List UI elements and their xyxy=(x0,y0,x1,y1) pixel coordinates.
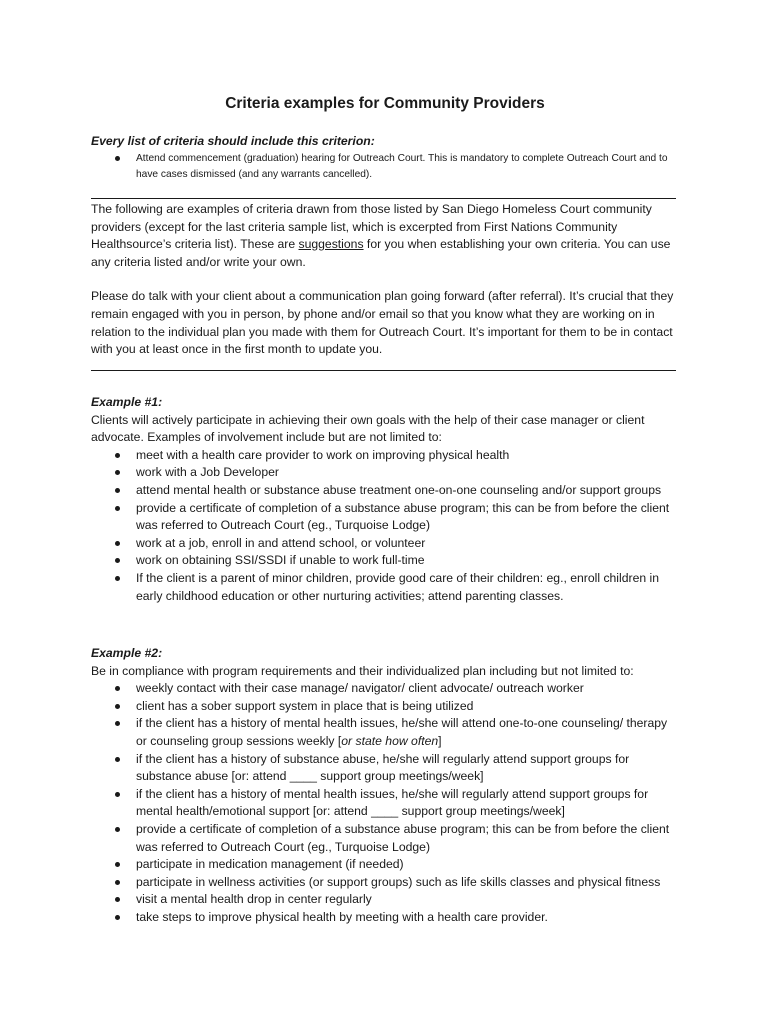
list-item: take steps to improve physical health by meeting with a health care provider. xyxy=(91,909,681,927)
list-item: client has a sober support system in place that is being utilized xyxy=(91,698,681,716)
divider xyxy=(91,370,676,371)
list-item: visit a mental health drop in center regularly xyxy=(91,891,681,909)
list-item: If the client is a parent of minor children, provide good care of their children: eg., enroll children in early childhood education or other nurturing activities; attend parenting classes. xyxy=(91,570,681,605)
list-item: Attend commencement (graduation) hearing for Outreach Court. This is mandatory to complete Outreach Court and to have cases dismissed (and any warrants cancelled). xyxy=(91,151,681,183)
intro-section xyxy=(91,201,681,359)
required-criterion-section xyxy=(91,133,681,183)
example-1-heading: Example #1: xyxy=(91,395,163,409)
required-criterion-heading: Every list of criteria should include this criterion: xyxy=(91,134,375,148)
list-item: weekly contact with their case manage/ navigator/ client advocate/ outreach worker xyxy=(91,680,681,698)
divider xyxy=(91,198,676,199)
list-item: work at a job, enroll in and attend school, or volunteer xyxy=(91,535,681,553)
list-item: participate in medication management (if needed) xyxy=(91,856,681,874)
example-2-list xyxy=(91,680,681,926)
list-item: if the client has a history of substance abuse, he/she will regularly attend support groups for substance abuse [or: attend ____ support group meetings/week] xyxy=(91,751,681,786)
list-item: work with a Job Developer xyxy=(91,464,681,482)
intro-paragraph-1: The following are examples of criteria drawn from those listed by San Diego Homeless Court community providers (except for the last criteria sample list, which is excerpted from First Nations Community Healthsource’s criteria list). These are suggestions for you when establishing your own criteria. You can use any criteria listed and/or write your own. xyxy=(91,202,671,269)
example-2-heading: Example #2: xyxy=(91,646,163,660)
list-item: if the client has a history of mental health issues, he/she will regularly attend support groups for mental health/emotional support [or: attend ____ support group meetings/week] xyxy=(91,786,681,821)
list-item: attend mental health or substance abuse treatment one-on-one counseling and/or support groups xyxy=(91,482,681,500)
list-item: work on obtaining SSI/SSDI if unable to work full-time xyxy=(91,552,681,570)
suggestions-underlined: suggestions xyxy=(298,237,364,252)
list-item: participate in wellness activities (or support groups) such as life skills classes and physical fitness xyxy=(91,874,681,892)
list-item: if the client has a history of mental health issues, he/she will attend one-to-one counseling/ therapy or counseling group sessions weekly [or state how often] xyxy=(91,715,681,750)
required-criterion-list xyxy=(91,151,681,183)
list-item: meet with a health care provider to work on improving physical health xyxy=(91,447,681,465)
example-1-section xyxy=(91,394,681,605)
example-2-lead: Be in compliance with program requirements and their individualized plan including but not limited to: xyxy=(91,663,634,678)
example-1-lead: Clients will actively participate in achieving their own goals with the help of their case manager or client advocate. Examples of involvement include but are not limited to: xyxy=(91,412,645,445)
page-title: Criteria examples for Community Providers xyxy=(225,95,545,112)
example-1-list xyxy=(91,447,681,605)
example-2-section xyxy=(91,645,681,927)
list-item: provide a certificate of completion of a substance abuse program; this can be from before the client was referred to Outreach Court (eg., Turquoise Lodge) xyxy=(91,500,681,535)
list-item: provide a certificate of completion of a substance abuse program; this can be from before the client was referred to Outreach Court (eg., Turquoise Lodge) xyxy=(91,821,681,856)
intro-paragraph-2: Please do talk with your client about a communication plan going forward (after referral). It’s crucial that they remain engaged with you in person, by phone and/or email so that you know what they are working on in relation to the individual plan you made with them for Outreach Court. It’s important for them to be in contact with you at least once in the first month to update you. xyxy=(91,289,674,357)
